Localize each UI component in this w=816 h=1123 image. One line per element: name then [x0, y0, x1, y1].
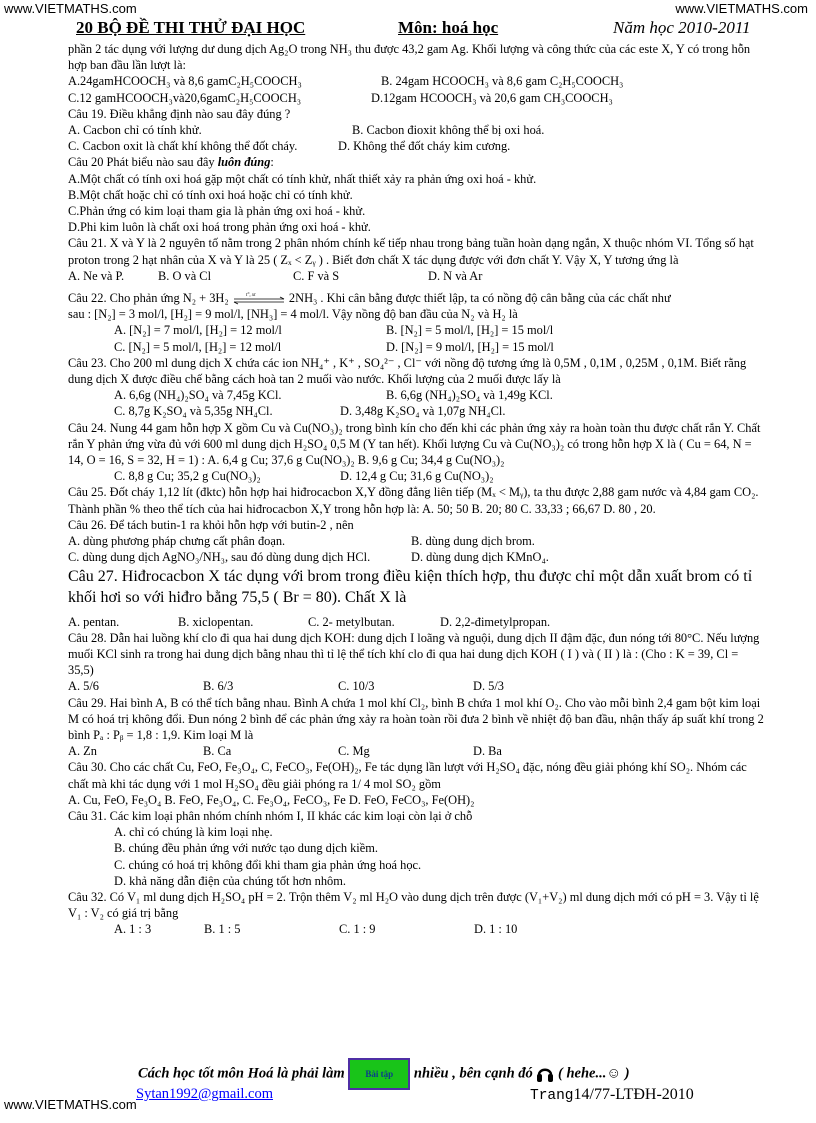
q27-options [68, 614, 764, 630]
q32-option-d: D. 1 : 10 [474, 922, 518, 937]
q28-option-d: D. 5/3 [473, 679, 504, 694]
q29-options [68, 743, 764, 759]
page-number [530, 1086, 694, 1104]
watermark-top-left: www.VIETMATHS.com [4, 1, 137, 16]
q25-text: Câu 25. Đốt cháy 1,12 lít (đktc) hỗn hợp hai hiđrocacbon X,Y đồng đẳng liên tiếp (Mₓ < Mᵧ), ta thu được 2,88 gam nước và 4,84 gam CO₂. Thành phần % theo thể tích của hai hiđrocacbon X,Y trong hỗn hợp là: A. 50; 50 B. 20; 80 C. 33,33 ; 66,67 D. 80 , 20. [68, 485, 759, 516]
q28-option-a: A. 5/6 [68, 679, 99, 694]
q21-text: Câu 21. X và Y là 2 nguyên tố nằm trong 2 phân nhóm chính kế tiếp nhau trong bảng tuần hoàn dạng ngắn, X thuộc nhóm VI. Tổng số hạt proton trong 2 hạt nhân của X và Y là 25 ( Zₓ < Zᵧ ) . Biết đơn chất X tác dụng được với đơn chất Y. Vậy X, Y tương ứng là [68, 236, 754, 267]
q19-options-row2 [68, 138, 764, 154]
q29-option-a: A. Zn [68, 744, 97, 759]
equilibrium-arrow-icon [232, 292, 286, 306]
q26-options-row1 [68, 533, 764, 549]
q19-option-d: D. Không thể đốt cháy kim cương. [338, 139, 511, 154]
q20-option-b: B.Một chất hoặc chỉ có tính oxi hoá hoặc chỉ có tính khử. [68, 187, 353, 202]
q22-options-row1 [68, 322, 764, 338]
q20-option-d: D.Phi kim luôn là chất oxi hoá trong phản ứng oxi hoá - khử. [68, 220, 371, 235]
q27-option-a: A. pentan. [68, 614, 120, 629]
q19-option-a: A. Cacbon chỉ có tính khử. [68, 123, 202, 138]
q22-option-b: B. [N₂] = 5 mol/l, [H₂] = 15 mol/l [386, 323, 554, 338]
q31-option-b: B. chúng đều phản ứng với nước tạo dung dịch kiềm. [114, 841, 378, 856]
q24-option-d: D. 12,4 g Cu; 31,6 g Cu(NO₃)₂ [340, 469, 494, 484]
q21-options [68, 268, 764, 284]
q27-text: Câu 27. Hiđrocacbon X tác dụng với brom trong điều kiện thích hợp, thu được chỉ một dẫn xuất brom có tỉ khối hơi so với hiđro bằng 75,5 ( Br = 80). Chất X là [68, 567, 753, 606]
q21-option-c: C. F và S [293, 268, 340, 283]
q31-option-d: D. khả năng dẫn điện của chúng tốt hơn nhôm. [114, 873, 346, 888]
q22-text [68, 290, 764, 306]
q23-option-c: C. 8,7g K₂SO₄ và 5,35g NH₄Cl. [114, 404, 273, 419]
exam-content [68, 41, 764, 938]
q23-options-row1 [68, 387, 764, 403]
q18-option-c: C.12 gamHCOOCH₃và20,6gamC₂H₅COOCH₃ [68, 90, 302, 105]
q18-option-d: D.12gam HCOOCH₃ và 20,6 gam CH₃COOCH₃ [371, 90, 613, 105]
q19-text: Câu 19. Điều khẳng định nào sau đây đúng ? [68, 106, 291, 121]
q27-option-c: C. 2- metylbutan. [308, 614, 395, 629]
q22-option-a: A. [N₂] = 7 mol/l, [H₂] = 12 mol/l [114, 323, 282, 338]
q18-option-b: B. 24gam HCOOCH₃ và 8,6 gam C₂H₅COOCH₃ [381, 74, 624, 89]
q22-options-row2 [68, 339, 764, 355]
q29-option-b: B. Ca [203, 744, 232, 759]
header-title: 20 BỘ ĐỀ THI THỬ ĐẠI HỌC [76, 18, 306, 37]
q26-option-c: C. dùng dung dịch AgNO₃/NH₃, sau đó dùng dung dịch HCl. [68, 550, 371, 565]
q20-text [68, 154, 764, 170]
headphones-icon [536, 1064, 554, 1084]
q31-option-c: C. chúng có hoá trị không đổi khi tham gia phản ứng hoá học. [114, 857, 422, 872]
q22-text-line2: sau : [N₂] = 3 mol/l, [H₂] = 9 mol/l, [NH₃] = 4 mol/l. Vậy nồng độ ban đầu của N₂ và H₂ là [68, 307, 518, 322]
q32-options [68, 921, 764, 937]
footer-text-pre: Cách học tốt môn Hoá là phải làm [138, 1065, 345, 1082]
q23-text: Câu 23. Cho 200 ml dung dịch X chứa các ion NH₄⁺ , K⁺ , SO₄²⁻ , Cl⁻ với nồng độ tương ứng là 0,5M , 0,1M , 0,25M , 0,1M. Biết rằng dung dịch X được điều chế bằng cách hoà tan 2 muối vào nước. Khối lượng của 2 muối được lấy là [68, 355, 747, 387]
author-email-link[interactable]: Sytan1992@gmail.com [136, 1086, 273, 1102]
q19-option-b: B. Cacbon đioxit không thể bị oxi hoá. [352, 123, 545, 138]
q24-options [68, 468, 764, 484]
q19-options-row1 [68, 122, 764, 138]
q29-option-d: D. Ba [473, 744, 502, 759]
q26-options-row2 [68, 549, 764, 565]
q23-option-d: D. 3,48g K₂SO₄ và 1,07g NH₄Cl. [340, 404, 506, 419]
q23-option-b: B. 6,6g (NH₄)₂SO₄ và 1,49g KCl. [386, 388, 553, 403]
q18-options-row1 [68, 73, 764, 89]
q21-option-b: B. O và Cl [158, 268, 212, 283]
q30-text: Câu 30. Cho các chất Cu, FeO, Fe₃O₄, C, FeCO₃, Fe(OH)₂, Fe tác dụng lần lượt với H₂SO₄ đặc, nóng đều giải phóng khí SO₂. Nhóm các chất mà khi tác dụng với 1 mol H₂SO₄ đều giải phóng ra 1/ 4 mol SO₂ gồm [68, 760, 747, 791]
q20-suffix: : [270, 155, 274, 170]
q26-option-d: D. dùng dung dịch KMnO₄. [411, 550, 549, 565]
q29-text: Câu 29. Hai bình A, B có thể tích bằng nhau. Bình A chứa 1 mol khí Cl₂, bình B chứa 1 mol khí O₂. Cho vào mỗi bình 2,4 gam bột kim loại M có hoá trị không đổi. Đun nóng 2 bình để các phản ứng xảy ra hoàn toàn rồi đưa 2 bình về nhiệt độ ban đầu, nhận thấy áp suất khí trong 2 bình Pₐ : Pᵦ = 1,8 : 1,9. Kim loại M là [68, 695, 764, 742]
q20-option-c: C.Phản ứng có kim loại tham gia là phản ứng oxi hoá - khử. [68, 204, 366, 219]
q20-prefix: Câu 20 Phát biểu nào sau đây [68, 155, 218, 170]
page-value: 14/77-LTĐH-2010 [573, 1086, 694, 1103]
header-year: Năm học 2010-2011 [613, 18, 751, 37]
q27-option-d: D. 2,2-đimetylpropan. [440, 614, 551, 629]
q18-text: phần 2 tác dụng với lượng dư dung dịch Ag₂O trong NH₃ thu được 43,2 gam Ag. Khối lượng và công thức của các este X, Y có trong hỗn hợp ban đầu lần lượt là: [68, 42, 751, 73]
q28-text: Câu 28. Dẫn hai luồng khí clo đi qua hai dung dịch KOH: dung dịch I loãng và nguội, dung dịch II đậm đặc, đun nóng tới 80°C. Nếu lượng muối KCl sinh ra trong hai dung dịch bằng nhau thì tỉ lệ thể tích khí clo đi qua hai dung dịch KOH ( I ) và ( II ) là : (Cho : K = 39, Cl = 35,5) [68, 630, 760, 678]
q23-options-row2 [68, 403, 764, 419]
q20-option-a: A.Một chất có tính oxi hoá gặp một chất có tính khử, nhất thiết xảy ra phản ứng oxi hoá - khử. [68, 171, 537, 186]
arrow-label: t°, xt [245, 293, 256, 299]
q21-option-d: D. N và Ar [428, 268, 483, 283]
footer-text-tail: ( hehe...☺ ) [558, 1065, 630, 1082]
q28-options [68, 678, 764, 694]
q32-option-b: B. 1 : 5 [204, 922, 241, 937]
header-subject: Môn: hoá học [398, 18, 499, 37]
footer-text-post: nhiều , bên cạnh đó [413, 1065, 533, 1082]
q27-option-b: B. xiclopentan. [178, 614, 254, 629]
q32-option-c: C. 1 : 9 [339, 922, 376, 937]
q32-text: Câu 32. Có V₁ ml dung dịch H₂SO₄ pH = 2. Trộn thêm V₂ ml H₂O vào dung dịch trên được (V₁+V₂) ml dung dịch mới có pH = 3. Vậy tỉ lệ V₁ : V₂ có giá trị bằng [68, 889, 759, 921]
watermark-bottom-left: www.VIETMATHS.com [4, 1097, 137, 1112]
q19-option-c: C. Cacbon oxit là chất khí không thể đốt cháy. [68, 139, 298, 154]
q26-option-a: A. dùng phương pháp chưng cất phân đoạn. [68, 534, 286, 549]
q29-option-c: C. Mg [338, 744, 370, 759]
q22-text-post: 2NH₃ . Khi cân bằng được thiết lập, ta có nồng độ cân bằng của các chất như [288, 291, 671, 306]
page-label: Trang [530, 1088, 574, 1104]
q20-emphasis: luôn đúng [217, 155, 271, 170]
q18-options-row2 [68, 90, 764, 106]
q26-option-b: B. dùng dung dịch brom. [411, 534, 535, 549]
q24-option-c: C. 8,8 g Cu; 35,2 g Cu(NO₃)₂ [114, 469, 261, 484]
page-header [0, 18, 816, 40]
q30-options: A. Cu, FeO, Fe₃O₄ B. FeO, Fe₃O₄, C. Fe₃O₄, FeCO₃, Fe D. FeO, FeCO₃, Fe(OH)₂ [68, 792, 475, 807]
q21-option-a: A. Ne và P. [68, 268, 125, 283]
q24-text: Câu 24. Nung 44 gam hỗn hợp X gồm Cu và Cu(NO₃)₂ trong bình kín cho đến khi các phản ứng xảy ra hoàn toàn thu được chất rắn Y. Chất rắn Y phản ứng vừa đủ với 600 ml dung dịch H₂SO₄ 0,5 M (Y tan hết). Khối lượng Cu và Cu(NO₃)₂ có trong hỗn hợp X là ( Cu = 64, N = 14, O = 16, S = 32, H = 1) : A. 6,4 g Cu; 37,6 g Cu(NO₃)₂ B. 9,6 g Cu; 34,4 g Cu(NO₃)₂ [68, 420, 761, 468]
q31-text: Câu 31. Các kim loại phân nhóm chính nhóm I, II khác các kim loại còn lại ở chỗ [68, 808, 473, 823]
q22-text-pre: Câu 22. Cho phản ứng N₂ + 3H₂ [68, 291, 229, 306]
q22-option-c: C. [N₂] = 5 mol/l, [H₂] = 12 mol/l [114, 339, 282, 354]
q28-option-c: C. 10/3 [338, 679, 375, 694]
q31-option-a: A. chỉ có chúng là kim loại nhẹ. [114, 825, 273, 840]
q23-option-a: A. 6,6g (NH₄)₂SO₄ và 7,45g KCl. [114, 388, 282, 403]
q18-option-a: A.24gamHCOOCH₃ và 8,6 gamC₂H₅COOCH₃ [68, 74, 302, 89]
q28-option-b: B. 6/3 [203, 679, 234, 694]
q32-option-a: A. 1 : 3 [114, 922, 152, 937]
exercise-button-image: Bài tập [348, 1058, 410, 1090]
q22-option-d: D. [N₂] = 9 mol/l, [H₂] = 15 mol/l [386, 339, 554, 354]
q26-text: Câu 26. Để tách butin-1 ra khỏi hỗn hợp với butin-2 , nên [68, 517, 354, 532]
q31-options [68, 824, 764, 889]
watermark-top-right: www.VIETMATHS.com [675, 1, 808, 16]
